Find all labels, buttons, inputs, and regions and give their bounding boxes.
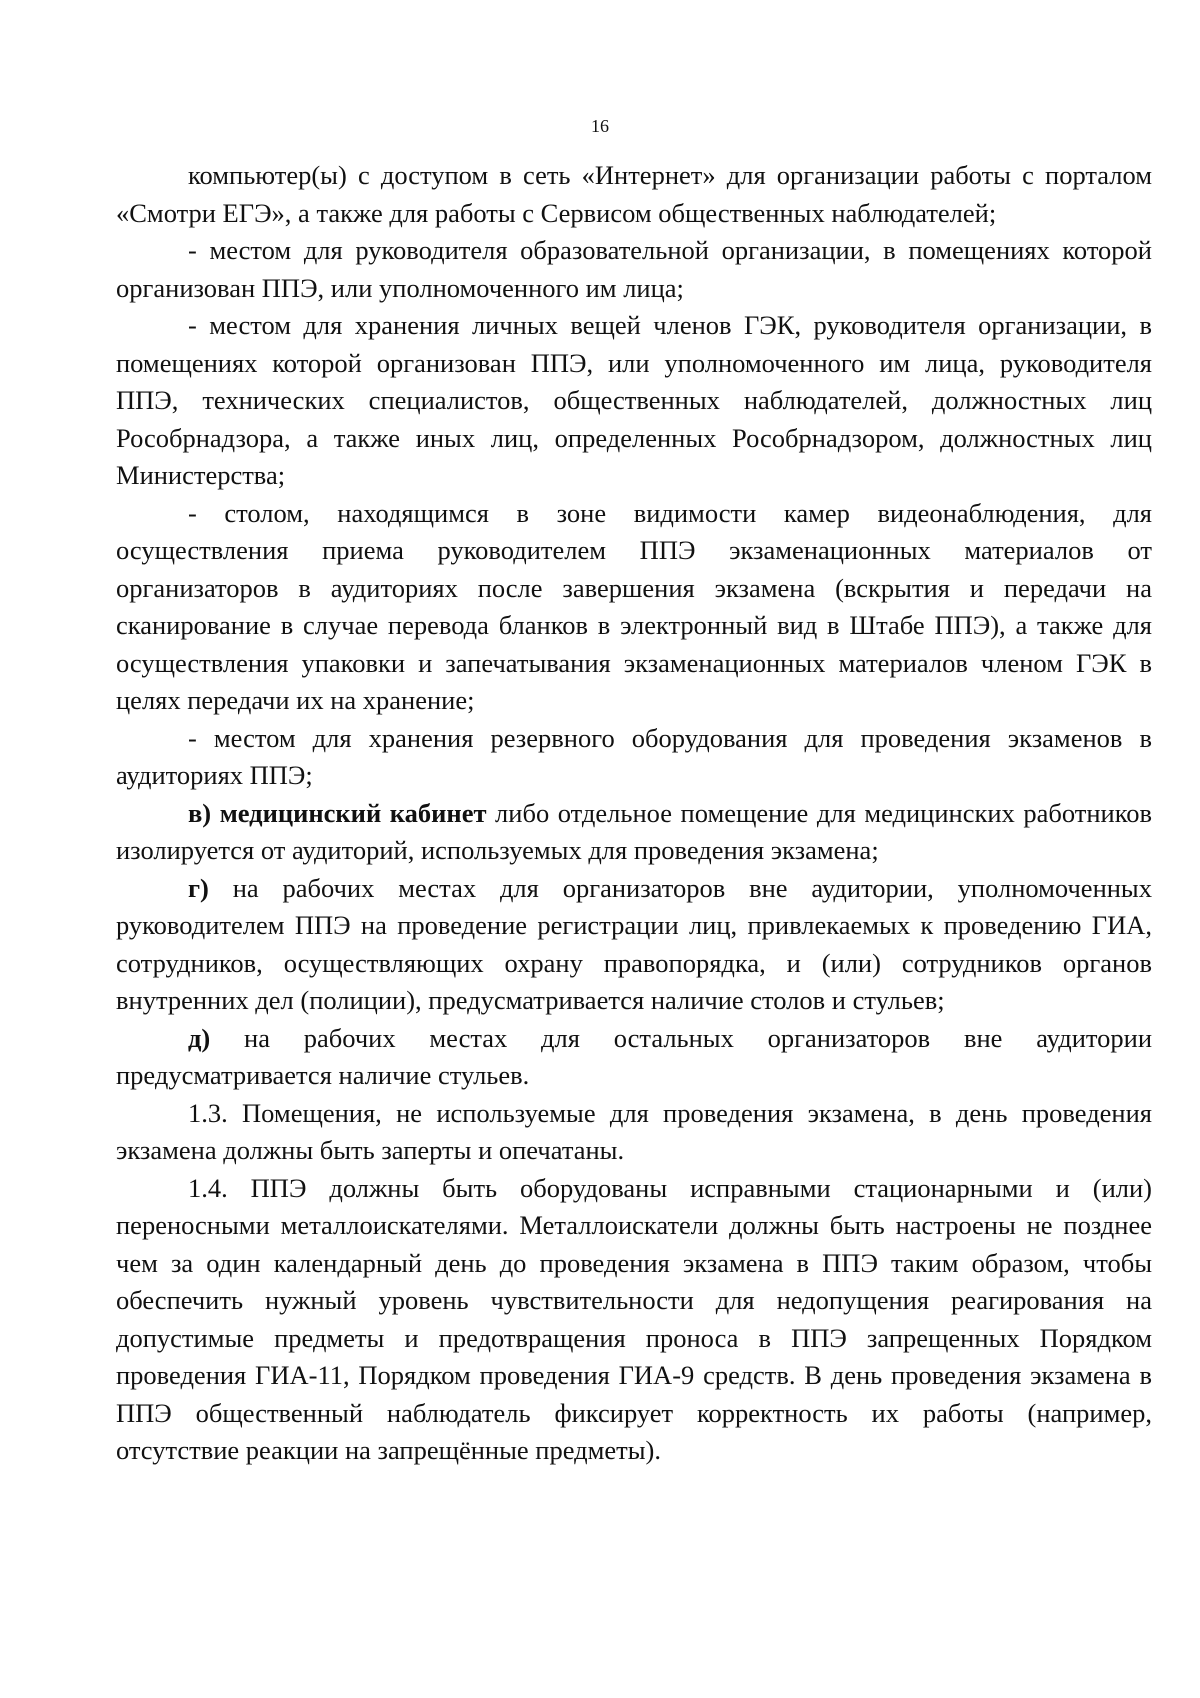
paragraph-storage-personal <box>116 307 1152 495</box>
paragraph-1-3 <box>116 1095 1152 1170</box>
paragraph-text: 1.3. Помещения, не используемые для проведения экзамена, в день проведения экзамена должны быть заперты и опечатаны. <box>116 1097 1152 1165</box>
document-body <box>116 157 1152 1470</box>
paragraph-head-place <box>116 232 1152 307</box>
paragraph-text: - местом для хранения личных вещей членов ГЭК, руководителя организации, в помещениях которой организован ППЭ, или уполномоченного им лица, руководителя ППЭ, технических специалистов, общественных наблюдателей, должностных лиц Рособрнадзора, а также иных лиц, определенных Рособрнадзором, должностных лиц Министерства; <box>116 310 1152 490</box>
paragraph-text: компьютер(ы) с доступом в сеть «Интернет» для организации работы с порталом «Смотри ЕГЭ», а также для работы с Сервисом общественных наблюдателей; <box>116 160 1152 228</box>
paragraph-text: 1.4. ППЭ должны быть оборудованы исправными стационарными и (или) переносными металлоискателями. Металлоискатели должны быть настроены не позднее чем за один календарный день до проведения экзамена в ППЭ таким образом, чтобы обеспечить нужный уровень чувствительности для недопущения реагирования на допустимые предметы и предотвращения проноса в ППЭ запрещенных Порядком проведения ГИА-11, Порядком проведения ГИА-9 средств. В день проведения экзамена в ППЭ общественный наблюдатель фиксирует корректность их работы (например, отсутствие реакции на запрещённые предметы). <box>116 1172 1152 1465</box>
paragraph-text: на рабочих местах для остальных организаторов вне аудитории предусматривается наличие стульев. <box>116 1022 1152 1090</box>
page-number: 16 <box>591 116 609 136</box>
paragraph-medical <box>116 795 1152 870</box>
paragraph-lead: д) <box>188 1022 211 1053</box>
paragraph-text: на рабочих местах для организаторов вне аудитории, уполномоченных руководителем ППЭ на проведение регистрации лиц, привлекаемых к проведению ГИА, сотрудников, осуществляющих охрану правопорядка, и (или) сотрудников органов внутренних дел (полиции), предусматривается наличие столов и стульев; <box>116 872 1152 1015</box>
paragraph-lead: в) медицинский кабинет <box>188 797 487 828</box>
paragraph-1-4 <box>116 1170 1152 1470</box>
paragraph-text: либо отдельное помещение для медицинских работников изолируется от аудиторий, используемых для проведения экзамена; <box>116 797 1152 865</box>
paragraph-table <box>116 495 1152 720</box>
paragraph-text: - столом, находящимся в зоне видимости камер видеонаблюдения, для осуществления приема руководителем ППЭ экзаменационных материалов от организаторов в аудиториях после завершения экзамена (вскрытия и передачи на сканирование в случае перевода бланков в электронный вид в Штабе ППЭ), а также для осуществления упаковки и запечатывания экзаменационных материалов членом ГЭК в целях передачи их на хранение; <box>116 497 1152 715</box>
paragraph-registration <box>116 870 1152 1020</box>
paragraph-other-organizers <box>116 1020 1152 1095</box>
paragraph-reserve-equipment <box>116 720 1152 795</box>
paragraph-text: - местом для руководителя образовательной организации, в помещениях которой организован ППЭ, или уполномоченного им лица; <box>116 235 1152 303</box>
paragraph-text: - местом для хранения резервного оборудования для проведения экзаменов в аудиториях ППЭ; <box>116 722 1152 790</box>
paragraph-computers <box>116 157 1152 232</box>
paragraph-lead: г) <box>188 872 209 903</box>
